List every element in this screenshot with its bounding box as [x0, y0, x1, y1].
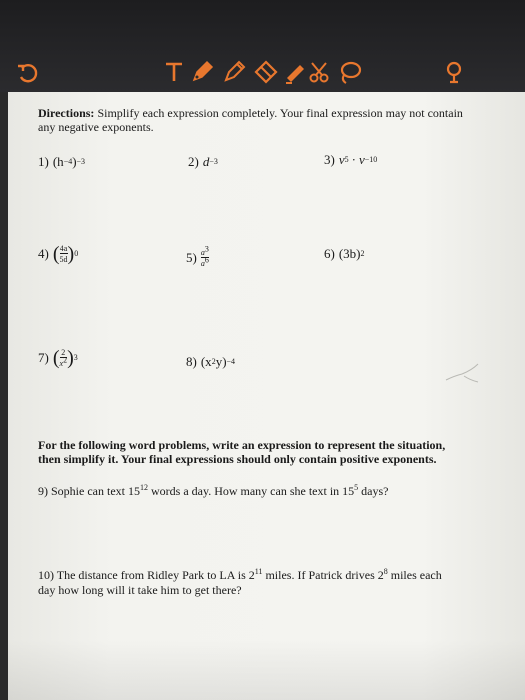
problem-number: 4)	[38, 246, 49, 261]
color-picker-icon[interactable]	[440, 58, 468, 86]
directions-text: Simplify each expression completely. Your final expression may not contain any negative exponents.	[38, 106, 463, 134]
expr-fraction: $\frac{2}{x^2}$	[59, 348, 68, 368]
problem-number: 3)	[324, 152, 335, 167]
problem-4: 4) ( $\frac{4a}{5d}$ ) 0	[38, 243, 79, 265]
fraction-denominator: x	[59, 359, 64, 368]
worksheet-page[interactable]	[8, 92, 525, 700]
fraction-numerator: a	[200, 248, 205, 257]
expr-base: v	[338, 152, 345, 167]
expr-base: (h	[52, 154, 64, 169]
problem-3: 3) v 5 · v −10	[324, 152, 378, 167]
problem-8: 8) (x 2 y) −4	[186, 354, 236, 369]
fraction-numerator: 4a	[59, 244, 68, 253]
fraction-numerator: 2	[61, 348, 66, 357]
annotation-toolbar	[0, 0, 525, 92]
problem-2: 2) d −3	[188, 154, 218, 169]
word-problem-9: 9) Sophie can text $15^{12}$ words a day. How many can she text in $15^5$ days?	[38, 483, 389, 498]
problem-5	[186, 244, 209, 268]
problem-1: 1) (h −4 ) −3	[38, 154, 86, 169]
problem-number: 2)	[188, 154, 199, 169]
directions	[38, 106, 468, 134]
pencil-scribble	[444, 362, 494, 386]
problem-7: 7) ( $\frac{2}{x^2}$ ) 3	[38, 347, 78, 369]
problem-number: 6)	[324, 246, 335, 261]
expr-base: v	[358, 152, 365, 167]
scissors-icon[interactable]	[306, 58, 334, 86]
eraser-icon[interactable]	[252, 58, 280, 86]
lasso-icon[interactable]	[336, 58, 364, 86]
expr-close: )	[72, 154, 77, 169]
pencil-icon[interactable]	[220, 58, 248, 86]
directions-label: Directions:	[38, 106, 95, 120]
expr-fraction	[60, 244, 68, 264]
problem-number: 1)	[38, 154, 49, 169]
expr-base: y)	[215, 354, 227, 369]
expr-base: (3b)	[338, 246, 361, 261]
problem-number: 7)	[38, 350, 49, 365]
fraction-denominator: 5d	[59, 255, 68, 264]
expr-operator: ·	[351, 152, 356, 167]
word-problem-10: 10) The distance from Ridley Park to LA is $2^{11}$ miles. If Patrick drives $2^8$ miles each day how long will it take him to get there?	[38, 567, 442, 597]
pen-icon[interactable]	[188, 58, 216, 86]
text-tool-icon[interactable]	[160, 58, 188, 86]
problem-number: 8)	[186, 354, 197, 369]
expr-fraction: $\frac{a^3}{a^6}$	[200, 244, 209, 268]
problem-number: 5)	[186, 250, 197, 265]
expr-base: (x	[200, 354, 212, 369]
fraction-denominator: a	[200, 259, 205, 268]
problem-6: 6) (3b) 2	[324, 246, 365, 261]
word-problems-heading: For the following word problems, write an expression to represent the situation, then simplify it. Your final expressions should only contain positive exponents.	[38, 438, 446, 466]
undo-icon[interactable]	[14, 58, 42, 86]
expr-base: d	[202, 154, 210, 169]
